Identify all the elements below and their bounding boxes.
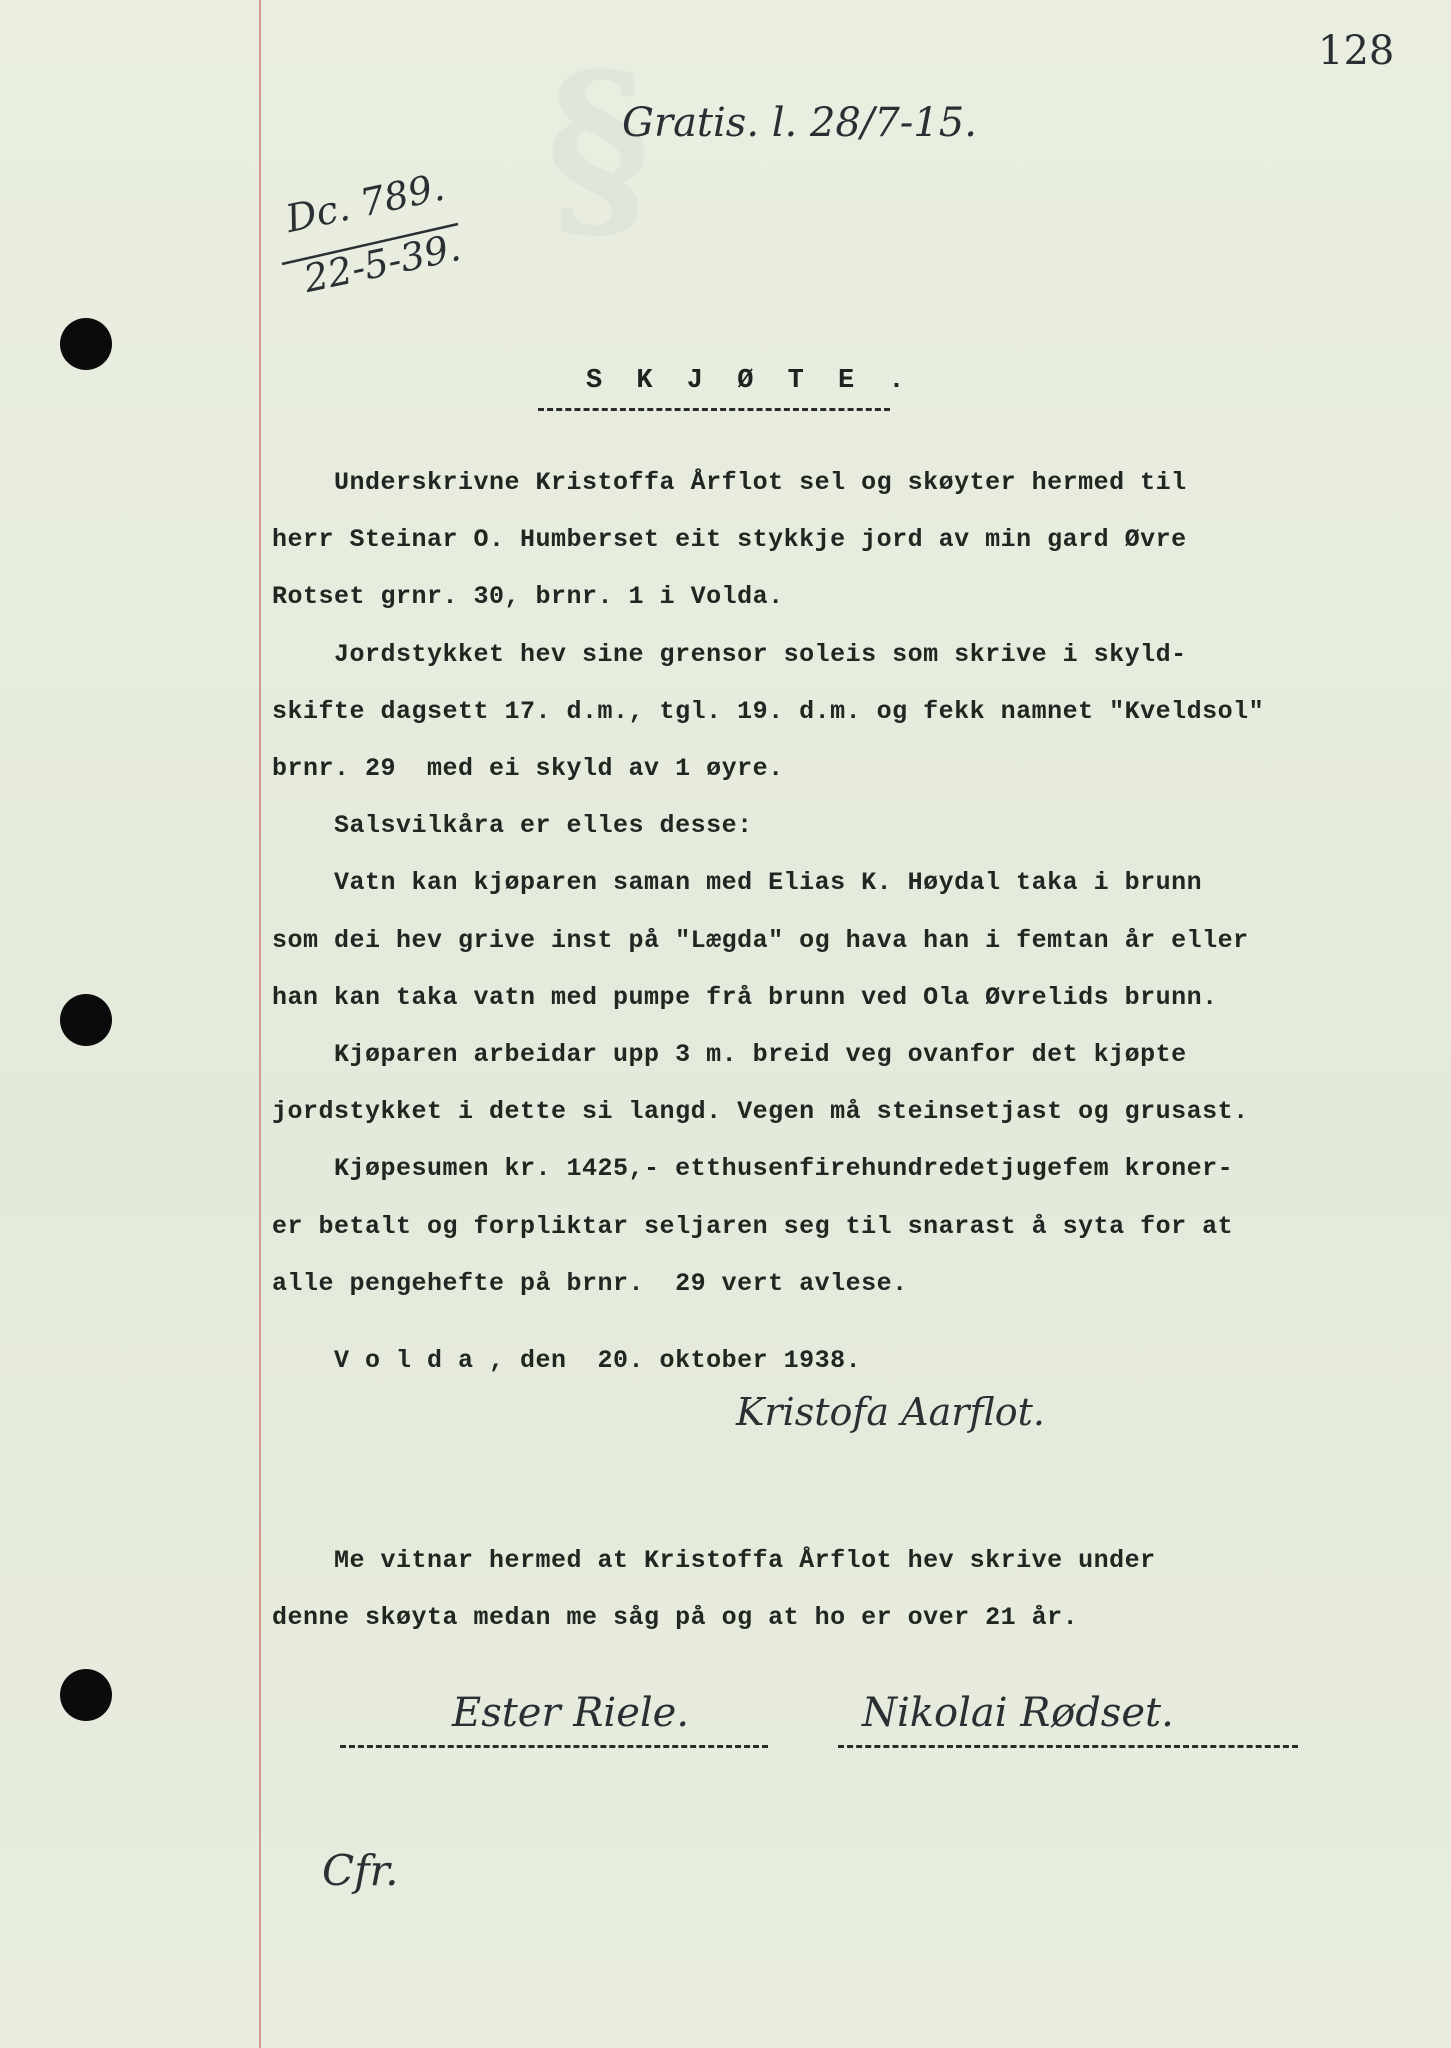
witness-signature-2: Nikolai Rødset. <box>862 1690 1174 1736</box>
body-line: brnr. 29 med ei skyld av 1 øyre. <box>272 754 784 783</box>
page-number: 128 <box>1318 28 1395 74</box>
seller-signature: Kristofa Aarflot. <box>736 1390 1045 1434</box>
body-line: er betalt og forpliktar seljaren seg til snarast å syta for at <box>272 1211 1234 1241</box>
body-line: Rotset grnr. 30, brnr. 1 i Volda. <box>272 582 784 612</box>
body-line: skifte dagsett 17. d.m., tgl. 19. d.m. og fekk namnet "Kveldsol" <box>272 696 1265 726</box>
signature-line-1 <box>340 1745 768 1748</box>
punch-hole-bottom <box>60 1669 112 1721</box>
body-line: herr Steinar O. Humberset eit stykkje jord av min gard Øvre <box>272 525 1187 555</box>
body-line: Underskrivne Kristoffa Årflot sel og skøyter hermed til <box>272 468 1187 497</box>
footer-initials: Cfr. <box>322 1846 399 1895</box>
body-line: Jordstykket hev sine grensor soleis som skrive i skyld- <box>272 639 1187 669</box>
show-through-ghost-text: § <box>481 30 716 265</box>
body-line: han kan taka vatn med pumpe frå brunn ved Ola Øvrelids brunn. <box>272 982 1218 1012</box>
witness-line: Me vitnar hermed at Kristoffa Årflot hev skrive under <box>272 1546 1156 1575</box>
witness-line: denne skøyta medan me såg på og at ho er over 21 år. <box>272 1603 1079 1632</box>
place-date-line: V o l d a , den 20. oktober 1938. <box>272 1346 862 1375</box>
document-title: S K J Ø T E . <box>586 366 914 396</box>
body-line: Vatn kan kjøparen saman med Elias K. Høydal taka i brunn <box>272 868 1203 898</box>
margin-rule <box>259 0 261 2048</box>
body-line: Kjøpesumen kr. 1425,- etthusenfirehundredetjugefem kroner- <box>272 1154 1234 1184</box>
margin-note-top: Gratis. l. 28/7-15. <box>622 100 977 146</box>
body-line: jordstykket i dette si langd. Vegen må steinsetjast og grusast. <box>272 1097 1249 1127</box>
punch-hole-middle <box>60 994 112 1046</box>
witness-signature-1: Ester Riele. <box>452 1690 690 1736</box>
body-line: som dei hev grive inst på "Lægda" og hava han i femtan år eller <box>272 925 1249 955</box>
body-line: alle pengehefte på brnr. 29 vert avlese. <box>272 1268 908 1298</box>
stamp-date: 22-5-39. <box>300 225 465 302</box>
stamp-document-number: Dc. 789. <box>282 164 449 242</box>
punch-hole-top <box>60 318 112 370</box>
body-line: Kjøparen arbeidar upp 3 m. breid veg ovanfor det kjøpte <box>272 1040 1187 1069</box>
title-underline <box>538 408 890 411</box>
body-line: Salsvilkåra er elles desse: <box>272 811 753 841</box>
signature-line-2 <box>838 1745 1298 1748</box>
